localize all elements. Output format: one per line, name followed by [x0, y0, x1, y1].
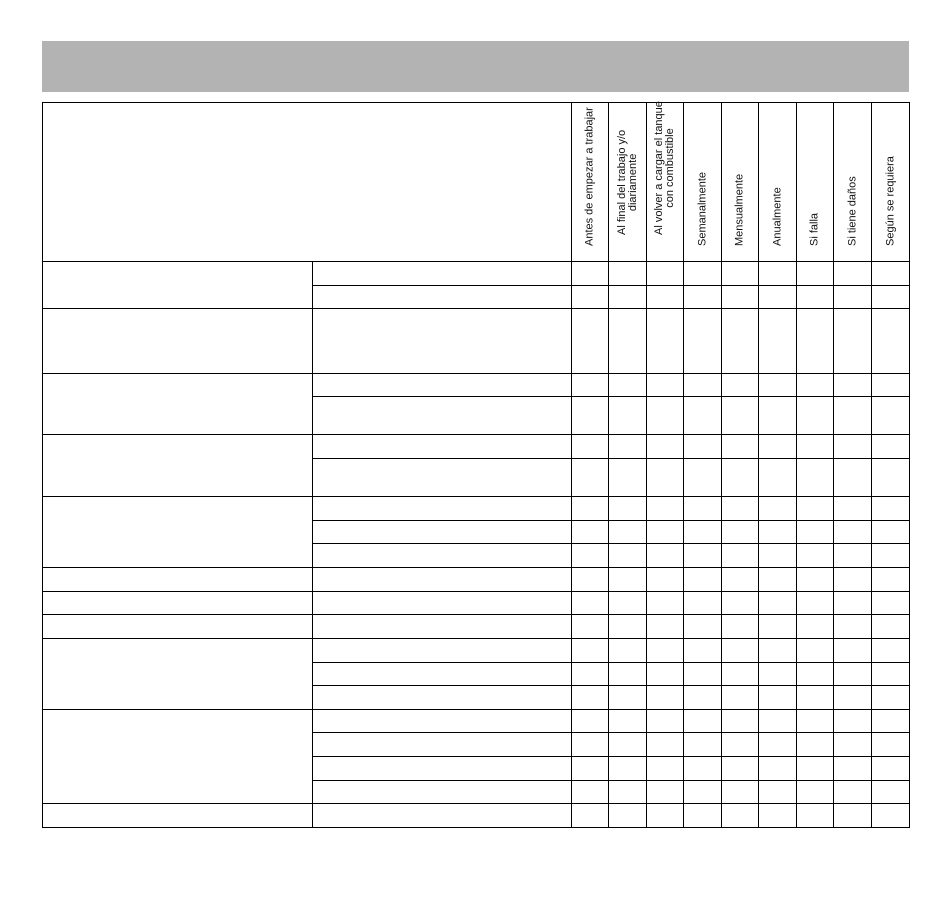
frequency-check-cell [722, 497, 759, 521]
frequency-check-cell [609, 757, 647, 781]
frequency-check-cell [872, 639, 910, 663]
frequency-check-cell [609, 374, 647, 397]
frequency-check-cell [684, 435, 722, 459]
frequency-check-cell [609, 397, 647, 435]
frequency-check-cell [572, 286, 609, 309]
frequency-check-cell [797, 686, 834, 710]
frequency-check-cell [759, 374, 797, 397]
frequency-check-cell [684, 544, 722, 568]
frequency-check-cell [834, 521, 872, 544]
frequency-check-cell [759, 459, 797, 497]
frequency-check-cell [759, 262, 797, 286]
frequency-check-cell [684, 459, 722, 497]
frequency-check-cell [834, 781, 872, 804]
frequency-check-cell [872, 374, 910, 397]
table-row [43, 639, 910, 663]
frequency-check-cell [609, 781, 647, 804]
frequency-check-cell [722, 286, 759, 309]
frequency-check-cell [647, 497, 684, 521]
frequency-check-cell [759, 521, 797, 544]
frequency-check-cell [609, 639, 647, 663]
frequency-check-cell [609, 262, 647, 286]
frequency-check-cell [722, 459, 759, 497]
frequency-check-cell [684, 757, 722, 781]
frequency-check-cell [684, 804, 722, 828]
header-cell-anualmente [759, 103, 797, 262]
frequency-check-cell [572, 686, 609, 710]
table-row [43, 568, 910, 592]
frequency-check-cell [834, 686, 872, 710]
frequency-check-cell [609, 804, 647, 828]
component-cell [43, 804, 313, 828]
frequency-check-cell [609, 286, 647, 309]
component-cell [43, 309, 313, 374]
component-cell [43, 497, 313, 568]
frequency-check-cell [609, 615, 647, 639]
frequency-check-cell [872, 497, 910, 521]
table-row [43, 804, 910, 828]
frequency-check-cell [872, 733, 910, 757]
frequency-check-cell [797, 435, 834, 459]
frequency-check-cell [797, 286, 834, 309]
frequency-check-cell [572, 639, 609, 663]
frequency-check-cell [647, 286, 684, 309]
frequency-check-cell [647, 592, 684, 615]
operation-cell [313, 309, 572, 374]
operation-cell [313, 639, 572, 663]
frequency-check-cell [647, 757, 684, 781]
operation-cell [313, 286, 572, 309]
operation-cell [313, 710, 572, 733]
frequency-check-cell [759, 309, 797, 374]
operation-cell [313, 615, 572, 639]
frequency-check-cell [572, 497, 609, 521]
component-cell [43, 710, 313, 804]
header-label: Semanalmente [696, 172, 708, 246]
frequency-check-cell [722, 733, 759, 757]
table-row [43, 497, 910, 521]
frequency-check-cell [797, 497, 834, 521]
frequency-check-cell [834, 435, 872, 459]
frequency-check-cell [834, 592, 872, 615]
frequency-check-cell [722, 615, 759, 639]
component-cell [43, 592, 313, 615]
frequency-check-cell [647, 686, 684, 710]
frequency-check-cell [572, 592, 609, 615]
operation-cell [313, 568, 572, 592]
table-body [43, 262, 910, 828]
frequency-check-cell [609, 663, 647, 686]
frequency-check-cell [647, 262, 684, 286]
header-label: Anualmente [771, 187, 783, 246]
frequency-check-cell [572, 544, 609, 568]
frequency-check-cell [684, 568, 722, 592]
frequency-check-cell [647, 374, 684, 397]
frequency-check-cell [797, 781, 834, 804]
frequency-check-cell [722, 544, 759, 568]
component-cell [43, 374, 313, 435]
frequency-check-cell [684, 639, 722, 663]
frequency-check-cell [872, 568, 910, 592]
frequency-check-cell [759, 639, 797, 663]
frequency-check-cell [647, 615, 684, 639]
frequency-check-cell [722, 592, 759, 615]
header-label: Si tiene daños [846, 176, 858, 246]
frequency-check-cell [759, 663, 797, 686]
frequency-check-cell [834, 710, 872, 733]
frequency-check-cell [722, 397, 759, 435]
frequency-check-cell [722, 804, 759, 828]
frequency-check-cell [684, 710, 722, 733]
table-row [43, 374, 910, 397]
frequency-check-cell [572, 615, 609, 639]
frequency-check-cell [572, 781, 609, 804]
frequency-check-cell [647, 733, 684, 757]
header-label: Según se requiera [884, 156, 896, 246]
frequency-check-cell [759, 592, 797, 615]
frequency-check-cell [872, 710, 910, 733]
frequency-check-cell [684, 733, 722, 757]
frequency-check-cell [834, 262, 872, 286]
frequency-check-cell [572, 710, 609, 733]
frequency-check-cell [684, 781, 722, 804]
header-row [43, 103, 910, 262]
frequency-check-cell [797, 639, 834, 663]
frequency-check-cell [872, 544, 910, 568]
frequency-check-cell [647, 568, 684, 592]
frequency-check-cell [759, 686, 797, 710]
header-cell-segun-se-requiera [872, 103, 910, 262]
component-cell [43, 262, 313, 309]
operation-cell [313, 374, 572, 397]
operation-cell [313, 663, 572, 686]
frequency-check-cell [722, 568, 759, 592]
frequency-check-cell [834, 309, 872, 374]
table-row [43, 710, 910, 733]
frequency-check-cell [759, 568, 797, 592]
operation-cell [313, 686, 572, 710]
component-cell [43, 568, 313, 592]
frequency-check-cell [797, 521, 834, 544]
table-row [43, 615, 910, 639]
operation-cell [313, 781, 572, 804]
frequency-check-cell [722, 710, 759, 733]
header-label: Al volver a cargar el tanque con combustible [653, 101, 676, 235]
frequency-check-cell [872, 804, 910, 828]
frequency-check-cell [759, 286, 797, 309]
frequency-check-cell [759, 710, 797, 733]
frequency-check-cell [684, 592, 722, 615]
frequency-check-cell [609, 686, 647, 710]
frequency-check-cell [759, 544, 797, 568]
operation-cell [313, 733, 572, 757]
frequency-check-cell [834, 568, 872, 592]
frequency-check-cell [722, 521, 759, 544]
frequency-check-cell [834, 497, 872, 521]
operation-cell [313, 435, 572, 459]
frequency-check-cell [684, 286, 722, 309]
frequency-check-cell [797, 733, 834, 757]
frequency-check-cell [834, 639, 872, 663]
header-cell-semanalmente [684, 103, 722, 262]
frequency-check-cell [759, 781, 797, 804]
header-cell-al-final [609, 103, 647, 262]
frequency-check-cell [759, 757, 797, 781]
frequency-check-cell [722, 663, 759, 686]
frequency-check-cell [722, 309, 759, 374]
frequency-check-cell [834, 459, 872, 497]
frequency-check-cell [834, 757, 872, 781]
frequency-check-cell [572, 435, 609, 459]
frequency-check-cell [684, 262, 722, 286]
frequency-check-cell [609, 733, 647, 757]
frequency-check-cell [609, 568, 647, 592]
frequency-check-cell [647, 663, 684, 686]
frequency-check-cell [647, 639, 684, 663]
frequency-check-cell [872, 592, 910, 615]
frequency-check-cell [872, 521, 910, 544]
frequency-check-cell [834, 804, 872, 828]
header-label: Mensualmente [733, 173, 746, 246]
frequency-check-cell [684, 615, 722, 639]
frequency-check-cell [609, 544, 647, 568]
frequency-check-cell [647, 309, 684, 374]
frequency-check-cell [722, 435, 759, 459]
frequency-check-cell [609, 497, 647, 521]
frequency-check-cell [684, 309, 722, 374]
operation-cell [313, 459, 572, 497]
table-row [43, 435, 910, 459]
frequency-check-cell [647, 435, 684, 459]
frequency-check-cell [647, 781, 684, 804]
header-cell-antes [572, 103, 609, 262]
frequency-check-cell [834, 374, 872, 397]
operation-cell [313, 757, 572, 781]
operation-cell [313, 804, 572, 828]
frequency-check-cell [572, 733, 609, 757]
frequency-check-cell [797, 397, 834, 435]
frequency-check-cell [797, 262, 834, 286]
frequency-check-cell [647, 804, 684, 828]
frequency-check-cell [722, 686, 759, 710]
frequency-check-cell [722, 757, 759, 781]
frequency-check-cell [647, 544, 684, 568]
frequency-check-cell [759, 804, 797, 828]
frequency-check-cell [872, 286, 910, 309]
frequency-check-cell [872, 309, 910, 374]
frequency-check-cell [722, 639, 759, 663]
frequency-check-cell [572, 757, 609, 781]
frequency-check-cell [647, 710, 684, 733]
frequency-check-cell [572, 804, 609, 828]
frequency-check-cell [797, 615, 834, 639]
operation-cell [313, 497, 572, 521]
frequency-check-cell [722, 374, 759, 397]
header-label: Al final del trabajo y/o diariamente [615, 129, 639, 235]
frequency-check-cell [684, 497, 722, 521]
frequency-check-cell [609, 710, 647, 733]
header-label: Antes de empezar a trabajar [583, 107, 596, 246]
frequency-check-cell [572, 568, 609, 592]
frequency-check-cell [684, 374, 722, 397]
frequency-check-cell [684, 686, 722, 710]
frequency-check-cell [759, 397, 797, 435]
frequency-check-cell [609, 521, 647, 544]
frequency-check-cell [834, 286, 872, 309]
frequency-check-cell [797, 757, 834, 781]
frequency-check-cell [834, 544, 872, 568]
header-cell-mensualmente [722, 103, 759, 262]
frequency-check-cell [722, 781, 759, 804]
operation-cell [313, 544, 572, 568]
frequency-check-cell [684, 521, 722, 544]
frequency-check-cell [647, 397, 684, 435]
title-bar [42, 41, 909, 92]
frequency-check-cell [834, 397, 872, 435]
frequency-check-cell [797, 568, 834, 592]
table-row [43, 309, 910, 374]
frequency-check-cell [797, 663, 834, 686]
frequency-check-cell [797, 544, 834, 568]
frequency-check-cell [572, 663, 609, 686]
frequency-check-cell [572, 397, 609, 435]
frequency-check-cell [572, 374, 609, 397]
frequency-check-cell [872, 397, 910, 435]
frequency-check-cell [722, 262, 759, 286]
frequency-check-cell [572, 262, 609, 286]
frequency-check-cell [797, 592, 834, 615]
operation-cell [313, 592, 572, 615]
frequency-check-cell [872, 459, 910, 497]
table-row [43, 262, 910, 286]
frequency-check-cell [872, 435, 910, 459]
frequency-check-cell [572, 309, 609, 374]
table-row [43, 592, 910, 615]
frequency-check-cell [872, 686, 910, 710]
frequency-check-cell [834, 733, 872, 757]
frequency-check-cell [759, 435, 797, 459]
frequency-check-cell [684, 663, 722, 686]
frequency-check-cell [797, 459, 834, 497]
frequency-check-cell [572, 459, 609, 497]
frequency-check-cell [797, 374, 834, 397]
maintenance-schedule-table [42, 102, 910, 828]
frequency-check-cell [759, 615, 797, 639]
frequency-check-cell [797, 804, 834, 828]
header-cell-si-tiene-danos [834, 103, 872, 262]
frequency-check-cell [572, 521, 609, 544]
component-cell [43, 615, 313, 639]
frequency-check-cell [872, 663, 910, 686]
frequency-check-cell [647, 521, 684, 544]
frequency-check-cell [759, 497, 797, 521]
frequency-check-cell [684, 397, 722, 435]
frequency-check-cell [609, 309, 647, 374]
frequency-check-cell [797, 309, 834, 374]
frequency-check-cell [872, 615, 910, 639]
operation-cell [313, 521, 572, 544]
header-label: Si falla [808, 212, 821, 246]
header-corner-cell [43, 103, 572, 262]
frequency-check-cell [872, 757, 910, 781]
frequency-check-cell [609, 459, 647, 497]
operation-cell [313, 397, 572, 435]
frequency-check-cell [872, 781, 910, 804]
frequency-check-cell [609, 435, 647, 459]
frequency-check-cell [834, 663, 872, 686]
component-cell [43, 435, 313, 497]
frequency-check-cell [647, 459, 684, 497]
component-cell [43, 639, 313, 710]
frequency-check-cell [609, 592, 647, 615]
header-cell-si-falla [797, 103, 834, 262]
operation-cell [313, 262, 572, 286]
header-cell-al-volver [647, 103, 684, 262]
frequency-check-cell [797, 710, 834, 733]
frequency-check-cell [759, 733, 797, 757]
frequency-check-cell [834, 615, 872, 639]
frequency-check-cell [872, 262, 910, 286]
